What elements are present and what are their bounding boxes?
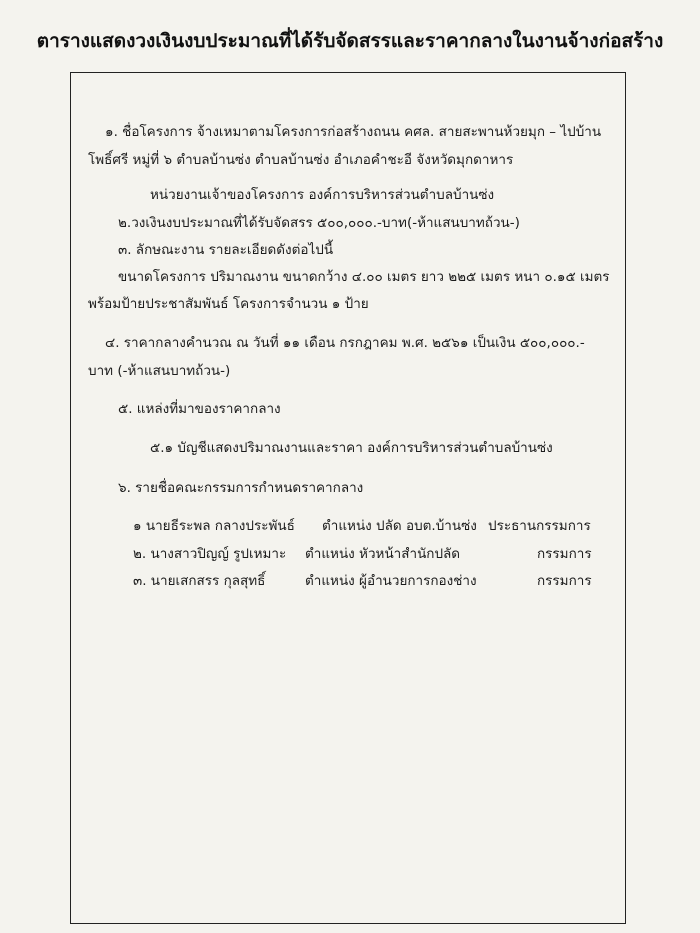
section1-line1: ๑. ชื่อโครงการ จ้างเหมาตามโครงการก่อสร้างถนน คศล. สายสะพานห้วยมุก – ไปบ้าน <box>105 124 602 140</box>
member-position: ตำแหน่ง หัวหน้าสำนักปลัด <box>305 546 461 562</box>
member-name: ๓. นายเสกสรร กุลสุทธิ์ <box>133 573 266 589</box>
section3-line2: พร้อมป้ายประชาสัมพันธ์ โครงการจำนวน ๑ ป้าย <box>88 296 369 312</box>
section2-budget: ๒.วงเงินงบประมาณที่ได้รับจัดสรร ๕๐๐,๐๐๐.-บาท(-ห้าแสนบาทถ้วน-) <box>118 215 520 231</box>
member-position: ตำแหน่ง ผู้อำนวยการกองช่าง <box>305 573 477 589</box>
member-name: ๒. นางสาวปิญญ์ รูปเหมาะ <box>133 546 287 562</box>
section3-heading: ๓. ลักษณะงาน รายละเอียดดังต่อไปนี้ <box>118 242 334 258</box>
section4-line1: ๔. ราคากลางคำนวณ ณ วันที่ ๑๑ เดือน กรกฎาคม พ.ศ. ๒๕๖๑ เป็นเงิน ๕๐๐,๐๐๐.- <box>105 335 585 351</box>
section6-heading: ๖. รายชื่อคณะกรรมการกำหนดราคากลาง <box>118 480 364 496</box>
member-name: ๑ นายธีระพล กลางประพันธ์ <box>133 518 295 534</box>
section3-line1: ขนาดโครงการ ปริมาณงาน ขนาดกว้าง ๔.๐๐ เมตร ยาว ๒๒๕ เมตร หนา ๐.๑๕ เมตร <box>118 269 610 285</box>
section5-item: ๕.๑ บัญชีแสดงปริมาณงานและราคา องค์การบริหารส่วนตำบลบ้านซ่ง <box>150 440 553 456</box>
member-role: ประธานกรรมการ <box>488 518 591 534</box>
member-position: ตำแหน่ง ปลัด อบต.บ้านซ่ง <box>322 518 477 534</box>
section4-line2: บาท (-ห้าแสนบาทถ้วน-) <box>88 363 231 379</box>
section1-line2: โพธิ์ศรี หมู่ที่ ๖ ตำบลบ้านซ่ง ตำบลบ้านซ่ง อำเภอคำชะอี จังหวัดมุกดาหาร <box>88 152 514 168</box>
section5-heading: ๕. แหล่งที่มาของราคากลาง <box>118 401 281 417</box>
member-role: กรรมการ <box>537 546 592 562</box>
page-title: ตารางแสดงวงเงินงบประมาณที่ได้รับจัดสรรและราคากลางในงานจ้างก่อสร้าง <box>36 30 664 52</box>
member-role: กรรมการ <box>537 573 592 589</box>
section1-owner: หน่วยงานเจ้าของโครงการ องค์การบริหารส่วนตำบลบ้านซ่ง <box>150 187 495 203</box>
